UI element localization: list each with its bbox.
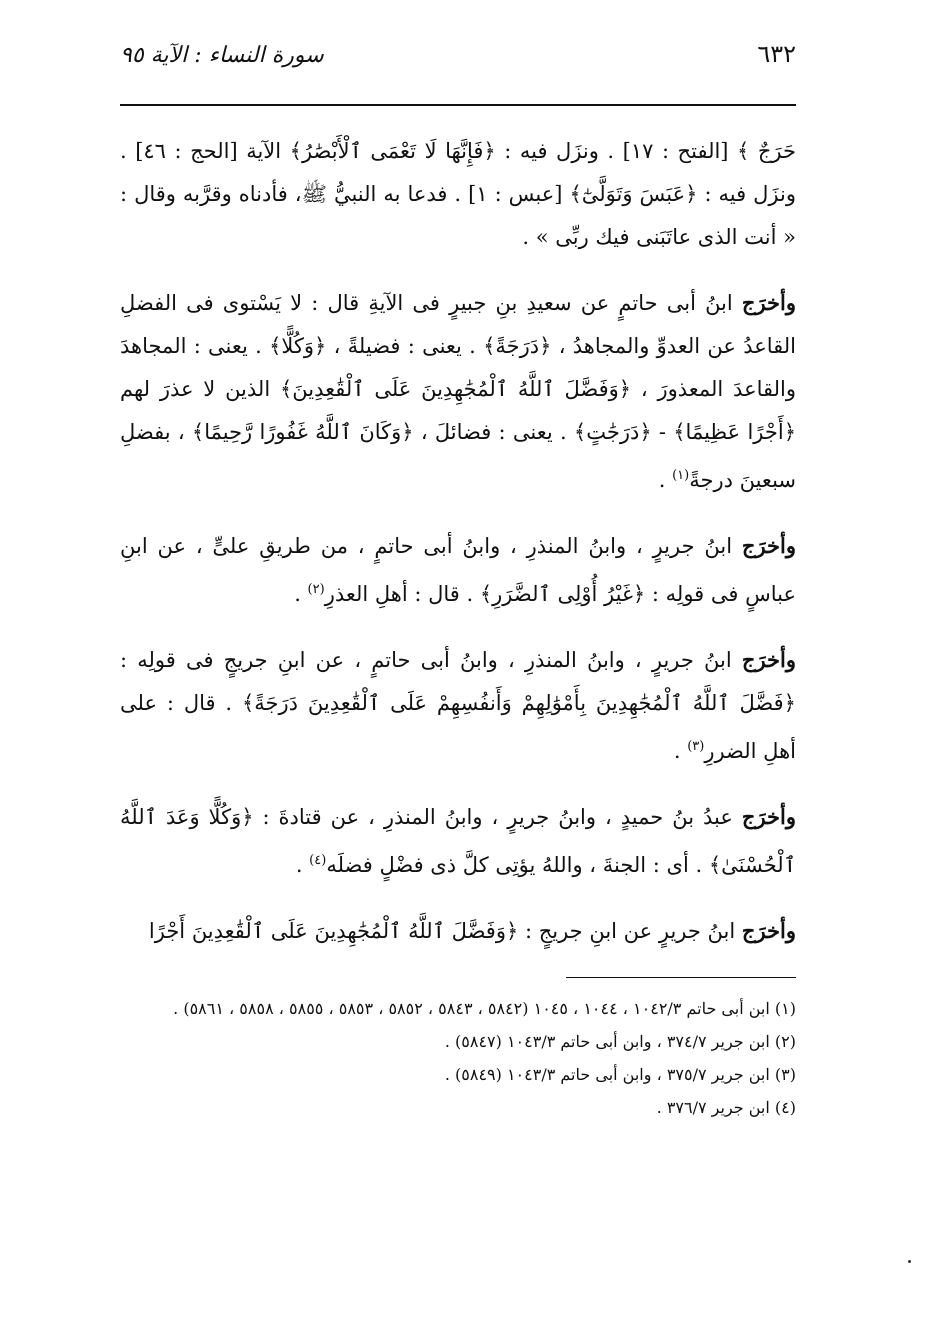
page-header [120,40,796,100]
footnote-ref: (٤) [309,853,327,868]
paragraph-1 [120,130,796,259]
footnote-4: (٤) ابن جرير ٣٧٦/٧ . [656,1098,796,1117]
paragraph-text: حَرَجٌ ﴾ [الفتح : ١٧] . ونزَل فيه : ﴿فَإِنَّهَا لَا تَعْمَى ٱلْأَبْصَٰرُ﴾ الآية [الحج : ٤٦] . ونزَل فيه : ﴿عَبَسَ وَتَوَلَّىٰٓ﴾ [عبس : ١] . فدعا به النبيُّ ﷺ، فأدناه وقرَّبه وقال : « أنت الذى عاتَبَنى فيك ربِّى » . [120,139,796,249]
paragraph-lead: وأخرَج [741,804,796,829]
paragraph-6 [120,909,796,953]
paragraph-lead: وأخرَج [741,290,796,315]
footnote-ref: (٢) [307,582,325,597]
footnote-1: (١) ابن أبى حاتم ١٠٤٢/٣ ، ١٠٤٤ ، ١٠٤٥ (٥٨٤٢ ، ٥٨٤٣ ، ٥٨٥٢ ، ٥٨٥٣ ، ٥٨٥٥ ، ٥٨٥٨ ، ٥٨٦١) . [173,999,796,1018]
document-page [120,40,796,1124]
ink-speck [908,1260,911,1263]
paragraph-text: عبدُ بنُ حميدٍ ، وابنُ جريرٍ ، وابنُ المنذرِ ، عن قتادةَ : ﴿وَكُلًّا وَعَدَ ٱللَّهُ ٱلْحُسْنَىٰ﴾ . أى : الجنةَ ، واللهُ يؤتِى كلَّ ذى فضْلٍ فضلَه [120,805,796,877]
footnote-ref: (٣) [687,739,705,754]
paragraph-end: . [294,582,308,606]
page-number: ٦٣٢ [757,40,796,68]
paragraph-2 [120,281,796,502]
paragraph-5 [120,795,796,887]
paragraph-lead: وأخرَج [741,918,796,943]
footnotes [120,992,796,1124]
paragraph-lead: وأخرَج [741,533,796,558]
paragraph-text: ابنُ أبى حاتمٍ عن سعيدِ بنِ جبيرٍ فى الآيةِ قال : لا يَسْتوى فى الفضلِ القاعدُ عن العدوِّ والمجاهدُ ، ﴿دَرَجَةً﴾ . يعنى : فضيلةً ، ﴿وَكُلًّا﴾ . يعنى : المجاهدَ والقاعدَ المعذورَ ، ﴿وَفَضَّلَ ٱللَّهُ ٱلْمُجَٰهِدِينَ عَلَى ٱلْقَٰعِدِينَ﴾ الذين لا عذرَ لهم ﴿أَجْرًا عَظِيمًا﴾ - ﴿دَرَجَٰتٍ﴾ . يعنى : فضائلَ ، ﴿وَكَانَ ٱللَّهُ غَفُورًا رَّحِيمًا﴾ ، بفضلِ سبعينَ درجةً [120,291,796,492]
paragraph-4 [120,638,796,773]
paragraph-3 [120,524,796,616]
running-title: سورة النساء : الآية ٩٥ [120,43,324,68]
paragraph-end: . [673,739,688,763]
footnote-ref: (١) [672,468,690,483]
header-rule [120,104,796,106]
footnote-3: (٣) ابن جرير ٣٧٥/٧ ، وابن أبى حاتم ١٠٤٣/٣ (٥٨٤٩) . [444,1065,796,1084]
paragraph-text: ابنُ جريرٍ عن ابنِ جريجٍ : ﴿وَفَضَّلَ ٱللَّهُ ٱلْمُجَٰهِدِينَ عَلَى ٱلْقَٰعِدِينَ أَجْرًا [148,919,742,943]
paragraph-lead: وأخرَج [741,647,796,672]
paragraph-text: ابنُ جريرٍ ، وابنُ المنذرِ ، وابنُ أبى حاتمٍ ، من طريقِ علىٍّ ، عن ابنِ عباسٍ فى قولِه : ﴿غَيْرُ أُوْلِى ٱلضَّرَرِ﴾ . قال : أهلِ العذرِ [120,534,796,606]
paragraph-text: ابنُ جريرٍ ، وابنُ المنذرِ ، وابنُ أبى حاتمٍ ، عن ابنِ جريجٍ فى قولِه : ﴿فَضَّلَ ٱللَّهُ ٱلْمُجَٰهِدِينَ بِأَمْوَٰلِهِمْ وَأَنفُسِهِمْ عَلَى ٱلْقَٰعِدِينَ دَرَجَةً﴾ . قال : على أهلِ الضررِ [120,648,796,763]
paragraph-end: . [658,468,673,492]
paragraph-end: . [295,853,310,877]
footnote-2: (٢) ابن جرير ٣٧٤/٧ ، وابن أبى حاتم ١٠٤٣/٣ (٥٨٤٧) . [444,1032,796,1051]
footnote-rule [566,977,796,978]
